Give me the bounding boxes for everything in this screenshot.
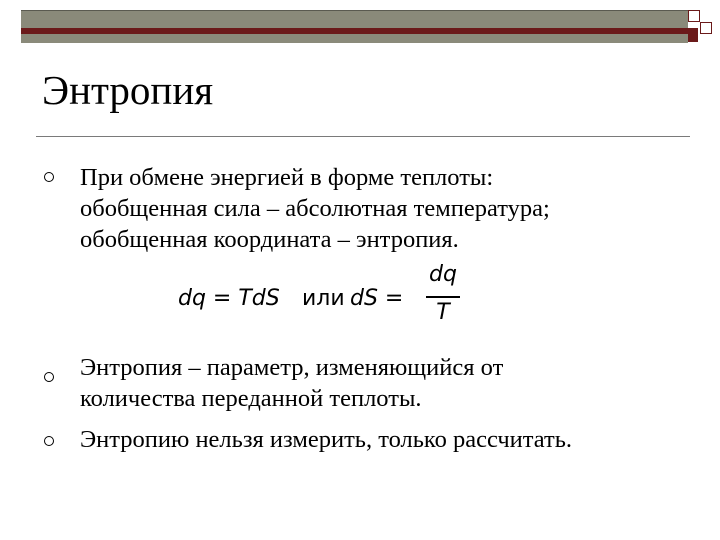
top-accent-stripe xyxy=(21,28,688,34)
corner-square-icon xyxy=(700,22,712,34)
bullet-text-2 xyxy=(80,352,503,414)
fraction-denominator: T xyxy=(436,300,450,325)
bullet-circle-icon xyxy=(44,172,54,182)
fraction-bar xyxy=(426,296,460,298)
formula-right-lhs: dS = xyxy=(350,286,404,311)
fraction-numerator: dq xyxy=(429,262,457,287)
formula-connector: или xyxy=(302,286,345,311)
bullet-circle-icon xyxy=(44,372,54,382)
bullet-line: обобщенная координата – энтропия. xyxy=(80,226,459,253)
title-divider xyxy=(36,136,690,137)
bullet-line: обобщенная сила – абсолютная температура; xyxy=(80,195,550,222)
bullet-line: количества переданной теплоты. xyxy=(80,385,422,412)
formula-left: dq = TdS xyxy=(178,286,280,311)
bullet-line: Энтропия – параметр, изменяющийся от xyxy=(80,354,504,381)
corner-decoration xyxy=(688,10,714,42)
bullet-line: При обмене энергией в форме теплоты: xyxy=(80,164,494,191)
bullet-text-3 xyxy=(80,424,572,455)
bullet-circle-icon xyxy=(44,436,54,446)
top-decorative-bar xyxy=(21,10,688,43)
corner-square-icon xyxy=(688,10,700,22)
bullet-text-1 xyxy=(80,162,550,255)
corner-square-icon xyxy=(688,28,698,42)
bullet-line: Энтропию нельзя измерить, только рассчитать. xyxy=(80,426,573,453)
slide-title: Энтропия xyxy=(42,67,214,113)
